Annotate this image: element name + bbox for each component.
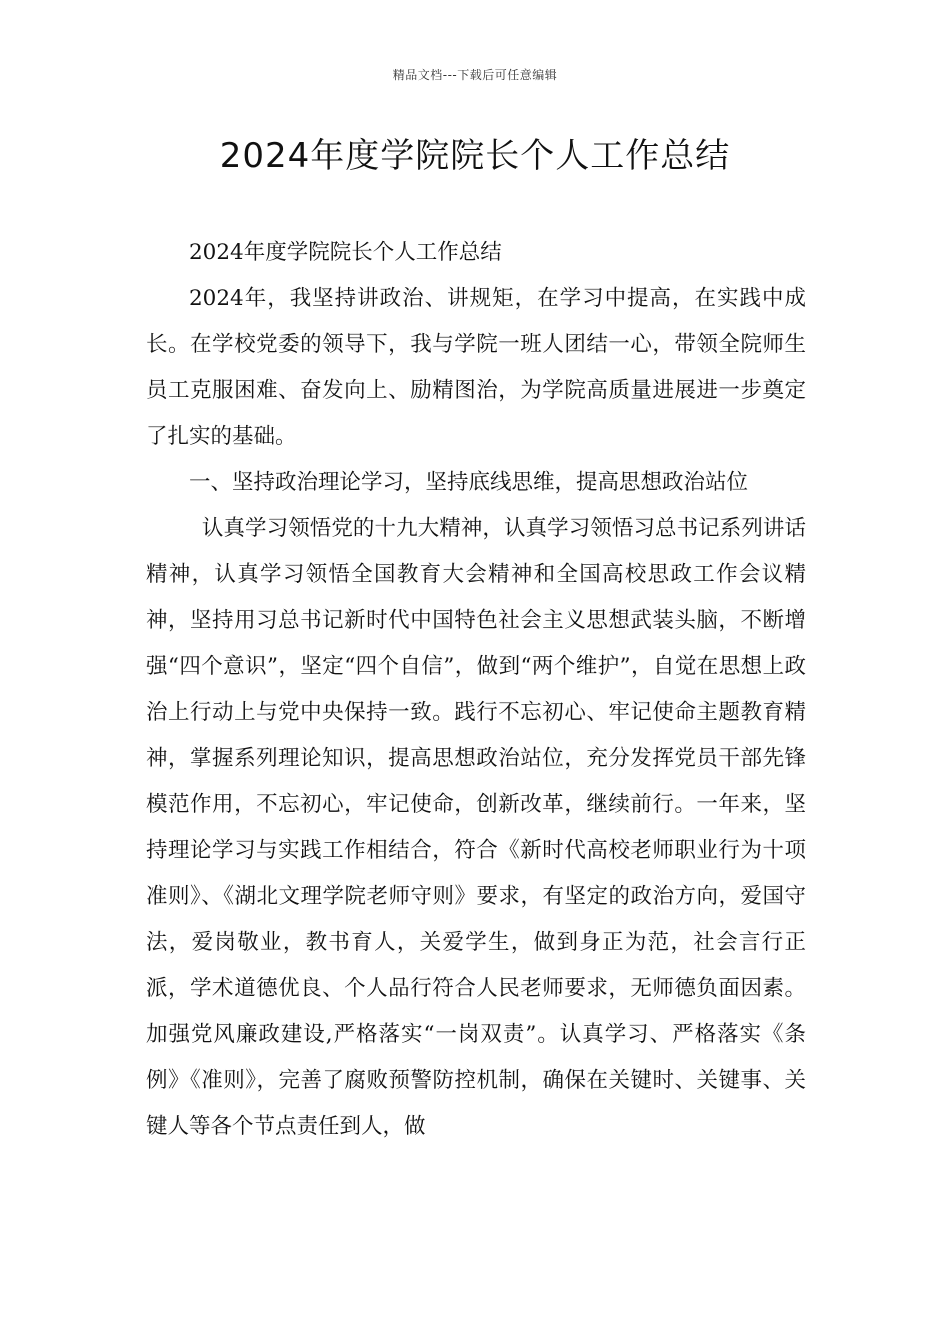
paragraph-section-1: 认真学习领悟党的十九大精神，认真学习领悟习总书记系列讲话精神，认真学习领悟全国教育大会精神和全国高校思政工作会议精神，坚持用习总书记新时代中国特色社会主义思想武装头脑，不断增强“四个意识”，坚定“四个自信”，做到“两个维护”，自觉在思想上政治上行动上与党中央保持一致。践行不忘初心、牢记使命主题教育精神，掌握系列理论知识，提高思想政治站位，充分发挥党员干部先锋模范作用，不忘初心，牢记使命，创新改革，继续前行。一年来，坚持理论学习与实践工作相结合，符合《新时代高校老师职业行为十项准则》、《湖北文理学院老师守则》要求，有坚定的政治方向，爱国守法，爱岗敬业，教书育人，关爱学生，做到身正为范，社会言行正派，学术道德优良、个人品行符合人民老师要求，无师德负面因素。加强党风廉政建设,严格落实“一岗双责”。认真学习、严格落实《条例》《准则》，完善了腐败预警防控机制，确保在关键时、关键事、关键人等各个节点责任到人，做	[146, 516, 806, 1139]
paragraph-subtitle: 2024年度学院院长个人工作总结	[189, 240, 502, 265]
section-heading-1: 一、坚持政治理论学习，坚持底线思维，提高思想政治站位	[189, 470, 749, 495]
paragraph-intro: 2024年，我坚持讲政治、讲规矩，在学习中提高，在实践中成长。在学校党委的领导下，我与学院一班人团结一心，带领全院师生员工克服困难、奋发向上、励精图治，为学院高质量进展进一步奠定了扎实的基础。	[146, 286, 806, 449]
document-body	[146, 230, 806, 1150]
document-title: 2024年度学院院长个人工作总结	[219, 136, 731, 176]
page-header-note: 精品文档---下载后可任意编辑	[392, 68, 558, 82]
